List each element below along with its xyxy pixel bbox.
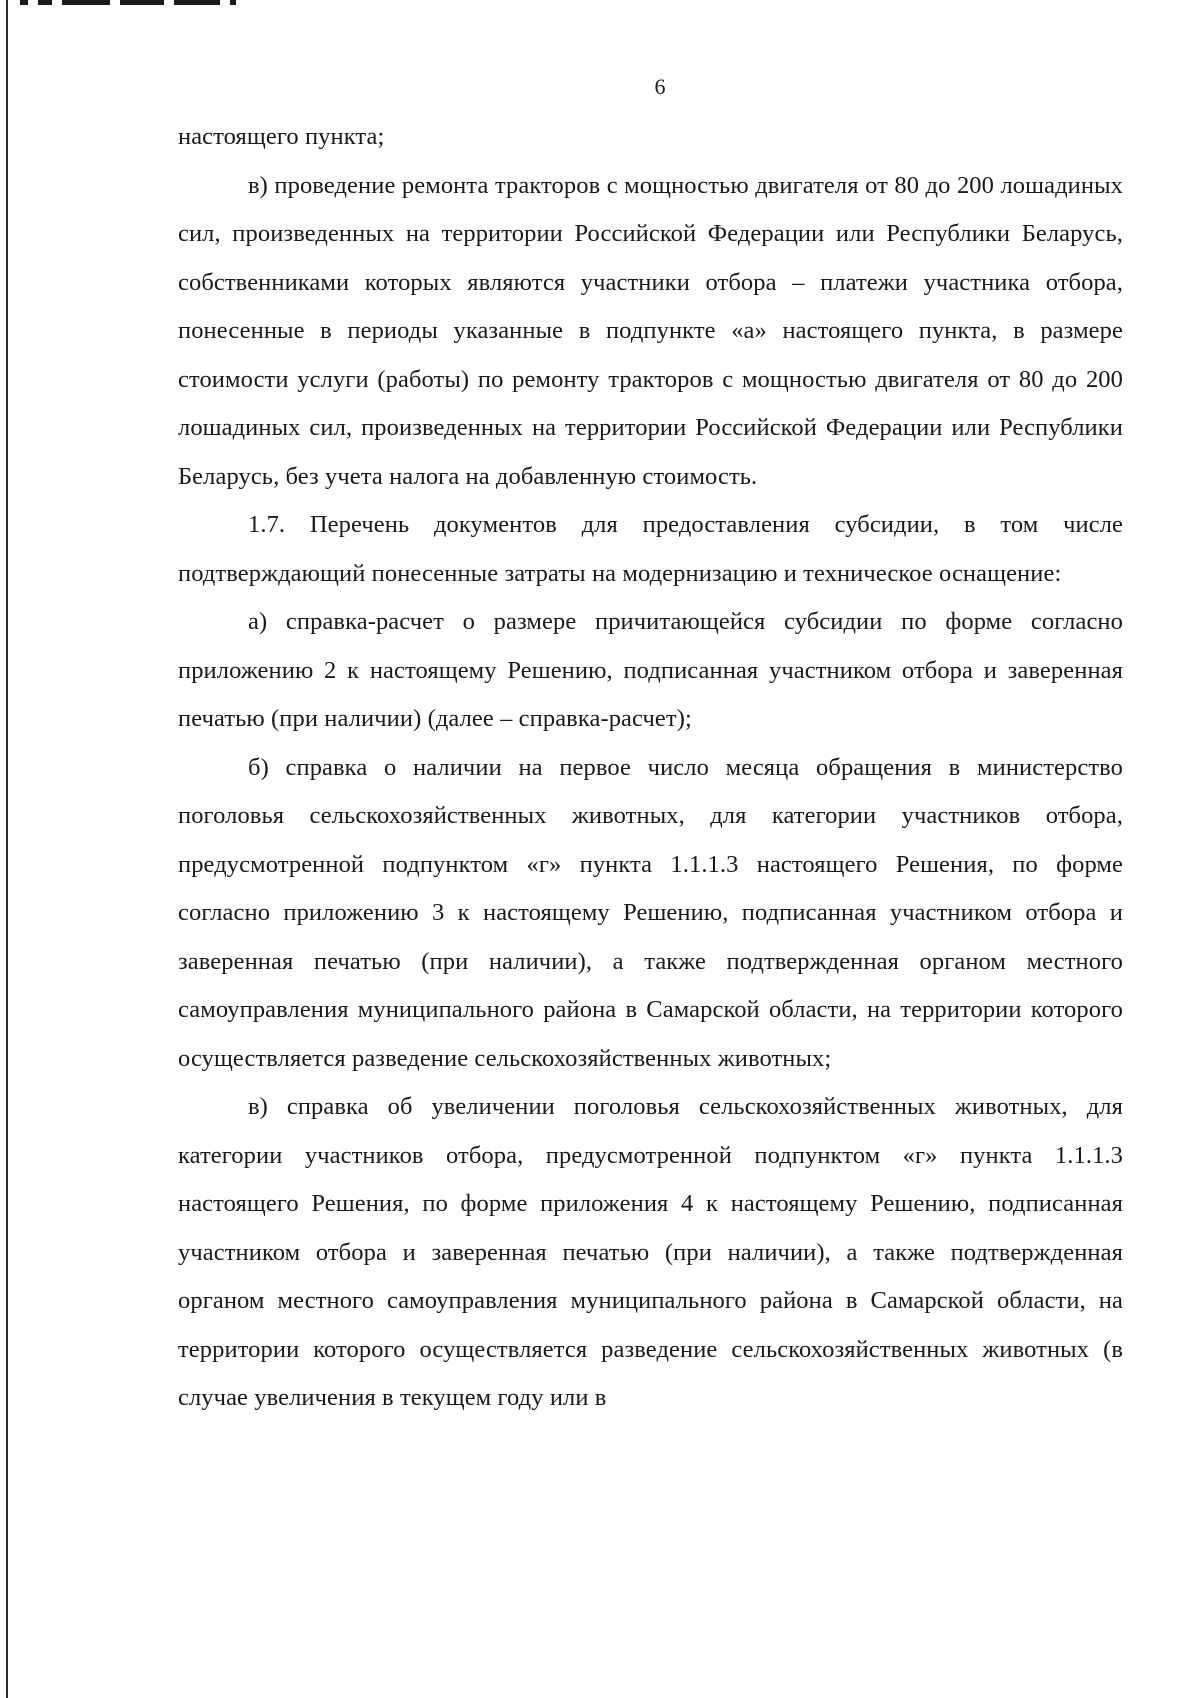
scan-top-artifact [20, 0, 236, 5]
paragraph-3: а) справка-расчет о размере причитающейся субсидии по форме согласно приложению 2 к настоящему Решению, подписанная участником отбора и заверенная печатью (при наличии) (далее – справка-расчет); [178, 608, 1123, 732]
paragraph-5: в) справка об увеличении поголовья сельскохозяйственных животных, для категории участников отбора, предусмотренной подпунктом «г» пункта 1.1.1.3 настоящего Решения, по форме приложения 4 к настоящему Решению, подписанная участником отбора и заверенная печатью (при наличии), а также подтвержденная органом местного самоуправления муниципального района в Самарской области, на территории которого осуществляется разведение сельскохозяйственных животных (в случае увеличения в текущем году или в [178, 1093, 1123, 1411]
paragraph-0: настоящего пункта; [178, 123, 385, 150]
scan-edge-line [6, 0, 8, 1698]
paragraph-1: в) проведение ремонта тракторов с мощностью двигателя от 80 до 200 лошадиных сил, произведенных на территории Российской Федерации или Республики Беларусь, собственниками которых являются участники отбора – платежи участника отбора, понесенные в периоды указанные в подпункте «а» настоящего пункта, в размере стоимости услуги (работы) по ремонту тракторов с мощностью двигателя от 80 до 200 лошадиных сил, произведенных на территории Российской Федерации или Республики Беларусь, без учета налога на добавленную стоимость. [178, 171, 1123, 490]
page-number: 6 [654, 74, 666, 99]
paragraph-2: 1.7. Перечень документов для предоставления субсидии, в том числе подтверждающий понесенные затраты на модернизацию и техническое оснащение: [178, 511, 1123, 587]
document-body [178, 113, 1123, 1423]
paragraph-4: б) справка о наличии на первое число месяца обращения в министерство поголовья сельскохозяйственных животных, для категории участников отбора, предусмотренной подпунктом «г» пункта 1.1.1.3 настоящего Решения, по форме согласно приложению 3 к настоящему Решению, подписанная участником отбора и заверенная печатью (при наличии), а также подтвержденная органом местного самоуправления муниципального района в Самарской области, на территории которого осуществляется разведение сельскохозяйственных животных; [178, 753, 1123, 1072]
